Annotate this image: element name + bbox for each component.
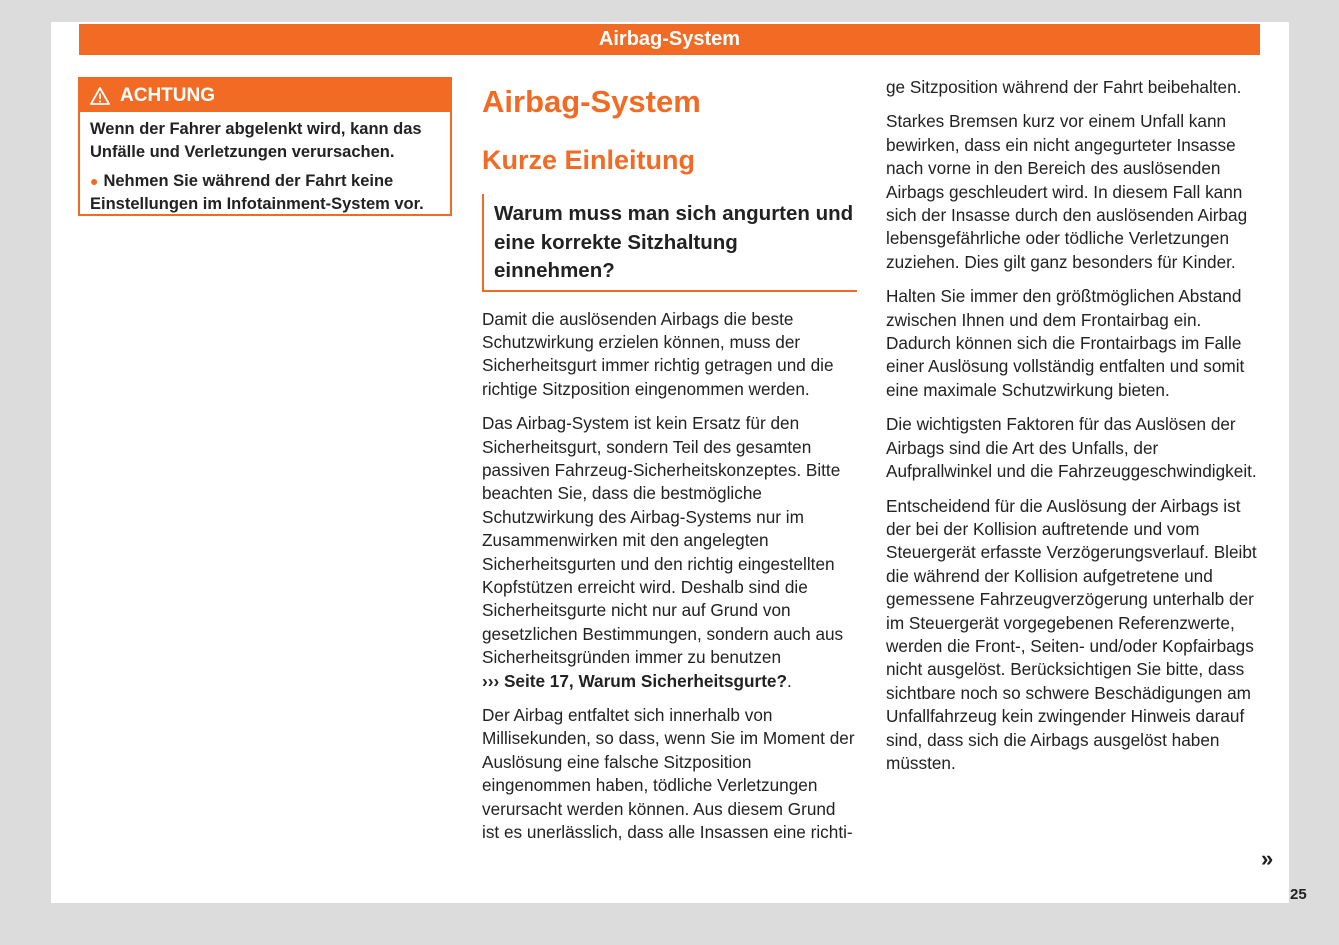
warning-title: ACHTUNG (120, 85, 215, 106)
paragraph: ge Sitzposition während der Fahrt beibehalten. (886, 77, 1242, 97)
cross-reference-link[interactable]: ››› Seite 17, Warum Sicherheitsgurte? (482, 670, 787, 691)
paragraph: Damit die auslösenden Airbags die beste Schutzwirkung erzielen können, muss der Sicherheitsgurt immer richtig getragen und die richtige Sitzposition eingenommen werden. (482, 308, 834, 399)
section-subtitle: Kurze Einleitung (482, 145, 696, 175)
warning-bullet-item (90, 170, 440, 216)
link-suffix: . (787, 670, 792, 691)
warning-text: Wenn der Fahrer abgelenkt wird, kann das Unfälle und Verletzungen verursachen. (90, 120, 422, 161)
paragraph: Die wichtigsten Faktoren für das Auslösen der Airbags sind die Art des Unfalls, der Aufprallwinkel und die Fahrzeuggeschwindigkeit. (886, 414, 1257, 482)
paragraph-text: Das Airbag-System ist kein Ersatz für den Sicherheitsgurt, sondern Teil des gesamten passiven Fahrzeug-Sicherheitskonzeptes. Bitte beachten Sie, dass die bestmögliche Schutzwirkung des Airbag-Systems nur im Zusammenwirken mit den angelegten Sicherheitsgurten und den richtig eingestellten Kopfstützen erreicht wird. Deshalb sind die Sicherheitsgurte nicht nur auf Grund von gesetzlichen Bestimmungen, sondern auch aus Sicherheitsgründen immer zu benutzen (482, 413, 844, 668)
continue-arrow-icon: » (1261, 846, 1274, 871)
section-header: Airbag-System (79, 24, 1260, 55)
bullet-dot-icon: ● (90, 173, 99, 189)
column-right (886, 76, 1261, 786)
warning-box (78, 77, 452, 216)
page-number: 25 (1290, 886, 1307, 903)
question-heading: Warum muss man sich angurten und eine korrekte Sitzhaltung einnehmen? (482, 194, 857, 292)
paragraph: Entscheidend für die Auslösung der Airbags ist der bei der Kollision auftretende und vom Steuergerät erfasste Verzögerungsverlauf. Bleibt die während der Kollision aufgetretene und gemessene Fahrzeugverzögerung unterhalb der im Steuergerät vorgegebenen Referenzwerte, werden die Front-, Seiten- und/oder Kopfairbags nicht ausgelöst. Berücksichtigen Sie bitte, dass sichtbare noch so schwere Beschädigungen am Unfallfahrzeug kein zwingender Hinweis darauf sind, dass sich die Airbags ausgelöst haben müssten. (886, 495, 1257, 773)
page-title: Airbag-System (482, 84, 701, 119)
paragraph: Der Airbag entfaltet sich innerhalb von Millisekunden, so dass, wenn Sie im Moment der Auslösung eine falsche Sitzposition eingenommen haben, tödliche Verletzungen verursacht werden können. Aus diesem Grund ist es unerlässlich, dass alle Insassen eine richti- (482, 705, 855, 843)
paragraph: Starkes Bremsen kurz vor einem Unfall kann bewirken, dass ein nicht angegurteter Insasse nach vorne in den Bereich des auslösenden Airbags geschleudert wird. In diesem Fall kann sich der Insasse durch den auslösenden Airbag lebensgefährliche oder tödliche Verletzungen zuziehen. Dies gilt ganz besonders für Kinder. (886, 111, 1248, 272)
column-middle (482, 76, 857, 855)
paragraph-with-link (482, 412, 857, 693)
warning-bullet-text: Nehmen Sie während der Fahrt keine Einstellungen im Infotainment-System vor. (90, 172, 424, 213)
warning-body (80, 112, 450, 216)
warning-header (80, 79, 450, 112)
warning-triangle-icon (90, 87, 110, 105)
paragraph: Halten Sie immer den größtmöglichen Abstand zwischen Ihnen und dem Frontairbag ein. Dadurch können sich die Frontairbags im Falle einer Auslösung vollständig entfalten und somit eine maximale Schutzwirkung bieten. (886, 286, 1245, 400)
